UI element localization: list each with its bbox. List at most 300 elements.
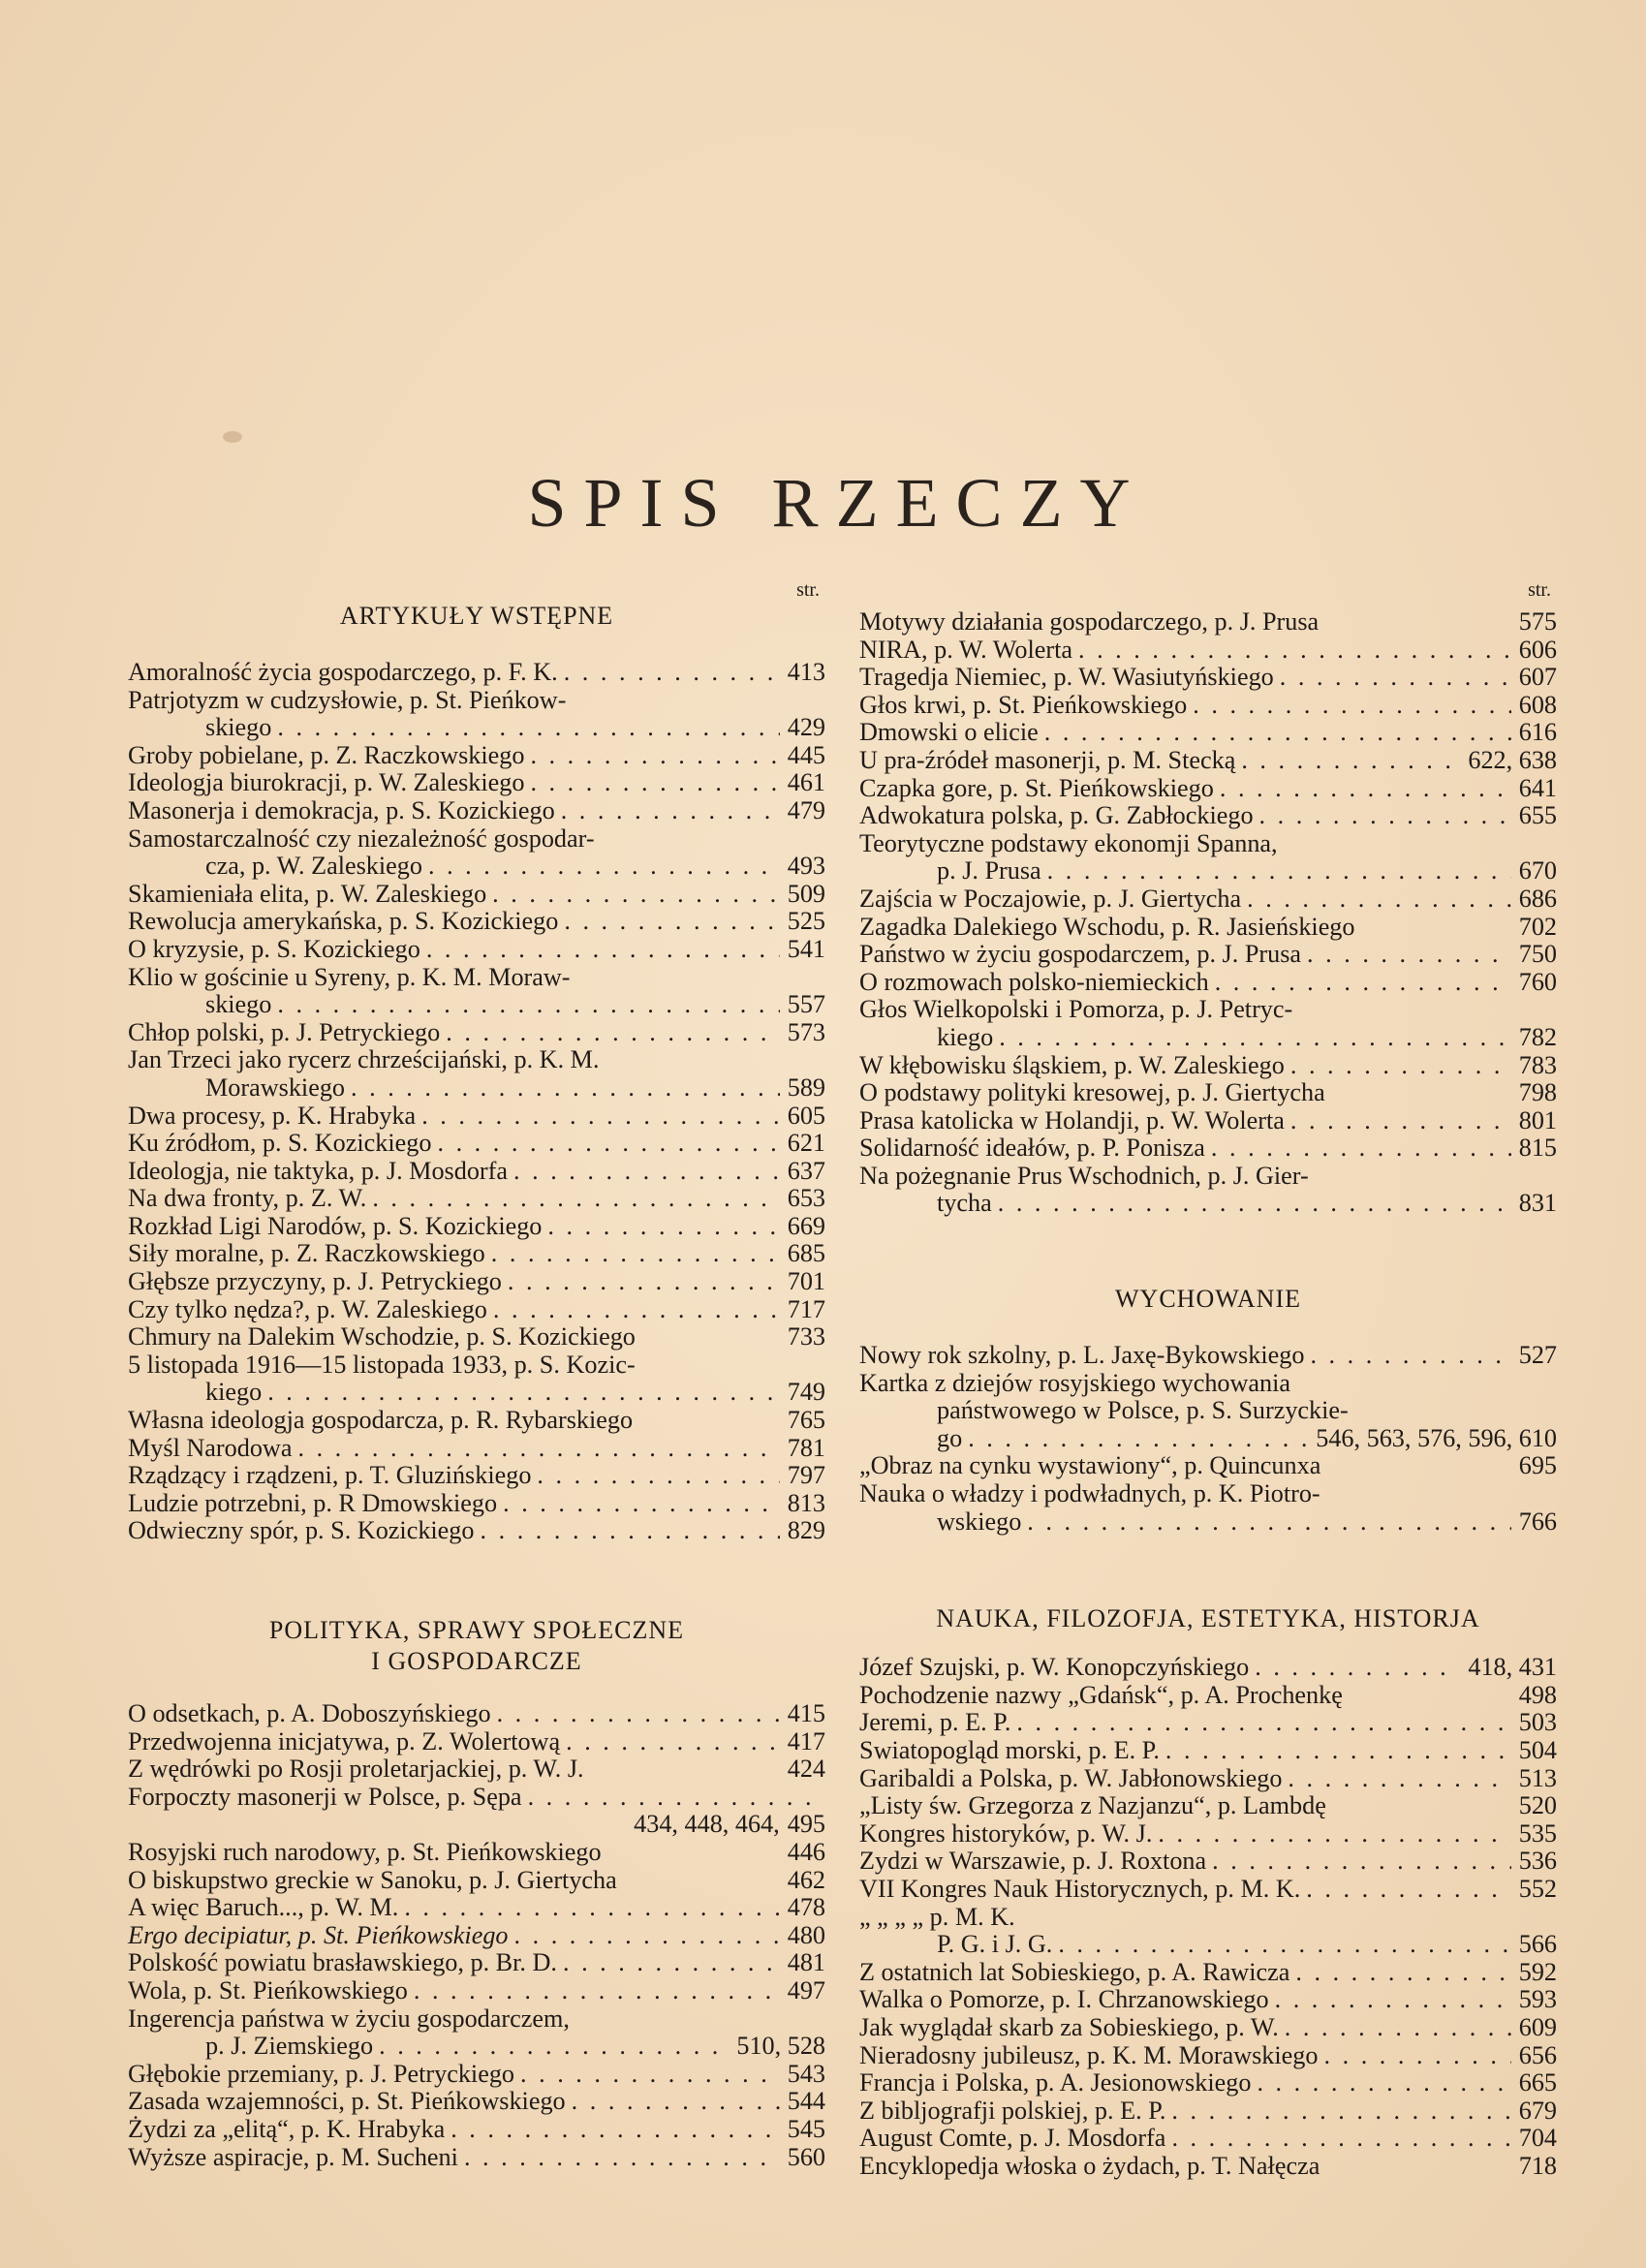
- toc-entry-title: A więc Baruch..., p. W. M.: [128, 1893, 399, 1922]
- toc-entry: [859, 941, 1557, 969]
- toc-entry-title: Garibaldi a Polska, p. W. Jabłonowskiego: [859, 1763, 1283, 1792]
- toc-entry: [859, 1931, 1557, 1959]
- toc-leader-dots: [561, 797, 780, 825]
- toc-leader-dots: [528, 1784, 818, 1812]
- toc-leader-dots: [968, 1425, 1308, 1453]
- toc-entry-pages: 418, 431: [1468, 1653, 1557, 1682]
- section-heading-line: I GOSPODARCZE: [371, 1647, 582, 1675]
- toc-entry-title: Polskość powiatu brasławskiego, p. Br. D.: [128, 1948, 557, 1977]
- toc-entry-title: Masonerja i demokracja, p. S. Kozickiego: [128, 795, 555, 824]
- toc-leader-dots: [277, 714, 779, 742]
- toc-entry-pages: 829: [787, 1516, 825, 1545]
- toc-leader-dots: [1165, 1737, 1511, 1765]
- toc-entry-title: Rewolucja amerykańska, p. S. Kozickiego: [128, 907, 559, 936]
- toc-entry-title: Jeremi, p. E. P.: [859, 1708, 1011, 1737]
- toc-entry: [128, 2116, 825, 2144]
- toc-entry-pages: 481: [787, 1948, 825, 1977]
- toc-leader-dots: [1047, 857, 1511, 885]
- left-column: [128, 579, 825, 2171]
- toc-entry: [128, 1977, 825, 2005]
- toc-entry-title: Ludzie potrzebni, p. R Dmowskiego: [128, 1488, 498, 1517]
- toc-leader-dots: [1306, 1876, 1510, 1904]
- toc-entry-pages: 749: [787, 1378, 825, 1407]
- toc-entry-pages: 536: [1518, 1847, 1557, 1876]
- toc-entry: [859, 1876, 1557, 1904]
- toc-entry-pages: 461: [787, 768, 825, 797]
- toc-leader-dots: [547, 1213, 779, 1241]
- toc-entry: [128, 797, 825, 825]
- toc-entry: [859, 1848, 1557, 1876]
- toc-entry: [128, 1867, 825, 1895]
- toc-leader-dots: [1290, 1052, 1511, 1080]
- toc-leader-dots: [564, 908, 779, 936]
- toc-entry-pages: 733: [787, 1322, 825, 1351]
- toc-entry-title: Zajścia w Poczajowie, p. J. Giertycha: [859, 884, 1242, 913]
- toc-entry-pages: 478: [787, 1893, 825, 1922]
- toc-entry-title: O odsetkach, p. A. Doboszyńskiego: [128, 1699, 491, 1727]
- toc-entry-pages: 479: [787, 795, 825, 824]
- toc-entry: [128, 1074, 825, 1103]
- toc-leader-dots: [1324, 2042, 1511, 2070]
- toc-entry-pages: 592: [1518, 1957, 1557, 1986]
- toc-entry-title: „Listy św. Grzegorza z Nazjanzu“, p. Lambdę: [859, 1791, 1326, 1820]
- toc-entry-title: Zasada wzajemności, p. St. Pieńkowskiego: [128, 2087, 566, 2116]
- toc-entry: [128, 853, 825, 881]
- section-heading-wychowanie: WYCHOWANIE: [1115, 1285, 1301, 1314]
- toc-leader-dots: [566, 1728, 780, 1756]
- toc-entry-pages: 665: [1518, 2068, 1557, 2097]
- toc-entry-title: Głębokie przemiany, p. J. Petryckiego: [128, 2059, 515, 2088]
- toc-entry-pages: 653: [787, 1184, 825, 1213]
- toc-entry: [859, 2125, 1557, 2153]
- toc-entry-title: Chmury na Dalekim Wschodzie, p. S. Kozickiego: [128, 1322, 636, 1351]
- toc-entry-title: Odwieczny spór, p. S. Kozickiego: [128, 1516, 475, 1545]
- toc-entry-pages: 781: [787, 1433, 825, 1462]
- toc-entry-title: Kongres historyków, p. W. J.: [859, 1818, 1153, 1848]
- toc-entry-pages: 801: [1518, 1105, 1557, 1134]
- toc-leader-dots: [351, 1074, 780, 1103]
- toc-leader-dots: [1255, 1654, 1460, 1682]
- toc-entry: [128, 769, 825, 797]
- toc-leader-dots: [1058, 1931, 1510, 1959]
- toc-leader-dots: [492, 881, 780, 909]
- toc-entry-title: Tragedja Niemiec, p. W. Wasiutyńskiego: [859, 663, 1274, 692]
- ink-stain: [223, 431, 242, 443]
- toc-entry-title: „Obraz na cynku wystawiony“, p. Quincunxa: [859, 1451, 1321, 1480]
- toc-list: [128, 1700, 825, 2171]
- toc-leader-dots: [428, 853, 780, 881]
- toc-leader-dots: [1275, 1986, 1511, 2014]
- toc-entry: [859, 1765, 1557, 1793]
- toc-leader-dots: [530, 742, 779, 770]
- toc-entry-pages: 813: [787, 1488, 825, 1517]
- toc-entry-pages: 545: [787, 2114, 825, 2143]
- toc-entry-pages: 783: [1518, 1050, 1557, 1079]
- toc-entry: [859, 1959, 1557, 1987]
- toc-leader-dots: [530, 769, 779, 797]
- toc-leader-dots: [450, 2116, 780, 2144]
- toc-entry: [128, 1839, 825, 1867]
- toc-leader-dots: [999, 1024, 1511, 1052]
- toc-entry-pages: 797: [787, 1461, 825, 1490]
- toc-entry: [128, 1158, 825, 1186]
- toc-entry: [859, 719, 1557, 747]
- toc-entry: [859, 2014, 1557, 2042]
- toc-entry-title: Na dwa fronty, p. Z. W.: [128, 1184, 367, 1213]
- toc-entry-title: August Comte, p. J. Mosdorfa: [859, 2124, 1166, 2153]
- toc-entry-pages: 616: [1518, 718, 1557, 747]
- toc-entry: [128, 1922, 825, 1950]
- toc-entry: [859, 608, 1557, 637]
- toc-entry-title: tycha: [937, 1189, 992, 1218]
- toc-entry-title: Myśl Narodowa: [128, 1433, 293, 1462]
- toc-entry: [859, 969, 1557, 997]
- toc-entry: [859, 1737, 1557, 1765]
- toc-entry-pages: 641: [1518, 773, 1557, 802]
- page-title: SPIS RZECZY: [527, 464, 1148, 542]
- toc-entry-pages: 546, 563, 576, 596, 610: [1316, 1423, 1557, 1452]
- toc-entry-title: Z ostatnich lat Sobieskiego, p. A. Rawicza: [859, 1957, 1290, 1986]
- toc-entry: [128, 1213, 825, 1241]
- toc-entry-title: Chłop polski, p. J. Petryckiego: [128, 1017, 441, 1046]
- toc-entry: [128, 2088, 825, 2116]
- toc-entry-pages: 493: [787, 852, 825, 881]
- toc-entry-pages: 765: [787, 1406, 825, 1435]
- page-column-label: str.: [796, 579, 820, 601]
- toc-entry-title: Siły moralne, p. Z. Raczkowskiego: [128, 1239, 485, 1268]
- toc-entry-title: p. J. Ziemskiego: [205, 2032, 374, 2061]
- toc-entry-title: Solidarność ideałów, p. P. Ponisza: [859, 1134, 1205, 1163]
- toc-entry-title: 434, 448, 464,: [634, 1810, 780, 1839]
- toc-leader-dots: [267, 1379, 780, 1407]
- toc-entry: [859, 857, 1557, 885]
- toc-leader-dots: [1078, 637, 1511, 665]
- toc-entry-title: wskiego: [937, 1507, 1022, 1536]
- toc-entry-title: Ideologja, nie taktyka, p. J. Mosdorfa: [128, 1156, 508, 1185]
- toc-leader-dots: [1259, 802, 1511, 830]
- toc-leader-dots: [1307, 941, 1511, 969]
- toc-leader-dots: [1016, 1709, 1510, 1737]
- toc-leader-dots: [1171, 2125, 1510, 2153]
- toc-leader-dots: [1193, 692, 1510, 720]
- toc-entry: [859, 2069, 1557, 2097]
- toc-entry-pages: 417: [787, 1726, 825, 1755]
- toc-entry-title: O podstawy polityki kresowej, p. J. Giertycha: [859, 1078, 1325, 1107]
- toc-entry-title: O rozmowach polsko-niemieckich: [859, 967, 1209, 996]
- toc-entry-title: p. J. Prusa: [937, 856, 1041, 885]
- toc-entry-pages: 520: [1518, 1791, 1557, 1820]
- toc-entry-pages: 593: [1518, 1985, 1557, 2014]
- toc-entry: [859, 692, 1557, 720]
- toc-entry-pages: 686: [1518, 884, 1557, 913]
- toc-entry: [128, 908, 825, 936]
- toc-entry-title: Encyklopedja włoska o żydach, p. T. Nałęcza: [859, 2151, 1320, 2180]
- toc-entry-pages: 445: [787, 740, 825, 769]
- toc-entry-title: Czapka gore, p. St. Pieńkowskiego: [859, 773, 1214, 802]
- toc-entry: [859, 1425, 1557, 1453]
- toc-entry: [859, 1452, 1557, 1480]
- toc-entry-pages: 497: [787, 1975, 825, 2004]
- toc-entry-title: Wyższe aspiracje, p. M. Sucheni: [128, 2142, 458, 2171]
- toc-entry: [859, 1052, 1557, 1080]
- toc-entry: [128, 1407, 825, 1435]
- toc-entry: [128, 1185, 825, 1213]
- section-heading-artykuly: ARTYKUŁY WSTĘPNE: [339, 602, 614, 630]
- toc-entry-title: Prasa katolicka w Holandji, p. W. Wolerta: [859, 1105, 1285, 1134]
- toc-entry-title: Motywy działania gospodarczego, p. J. Prusa: [859, 607, 1320, 636]
- toc-entry-title: Przedwojenna inicjatywa, p. Z. Wolertową: [128, 1726, 561, 1755]
- toc-entry: [128, 714, 825, 742]
- toc-entry: [128, 1019, 825, 1047]
- toc-entry-title: Rosyjski ruch narodowy, p. St. Pieńkowskiego: [128, 1837, 602, 1866]
- toc-entry: [859, 2097, 1557, 2126]
- toc-entry-line: Klio w gościnie u Syreny, p. K. M. Moraw-: [128, 962, 571, 991]
- toc-entry: [128, 2144, 825, 2172]
- toc-entry: [128, 2033, 825, 2061]
- toc-leader-dots: [503, 1490, 780, 1518]
- toc-entry-title: Skamieniała elita, p. W. Zaleskiego: [128, 879, 487, 908]
- toc-entry-title: Wola, p. St. Pieńkowskiego: [128, 1975, 408, 2004]
- toc-entry-title: Rozkład Ligi Narodów, p. S. Kozickiego: [128, 1211, 543, 1240]
- toc-entry-line: Nauka o władzy i podwładnych, p. K. Piotro-: [859, 1479, 1320, 1508]
- toc-entry-title: Z bibljografji polskiej, p. E. P.: [859, 2096, 1166, 2125]
- toc-entry: [859, 1820, 1557, 1849]
- toc-entry-title: Forpoczty masonerji w Polsce, p. Sępa: [128, 1782, 522, 1811]
- toc-leader-dots: [508, 1268, 780, 1296]
- toc-entry: [128, 991, 825, 1019]
- toc-entry-title: Żydzi za „elitą“, p. K. Hrabyka: [128, 2114, 446, 2143]
- toc-entry-pages: 413: [787, 658, 825, 686]
- toc-entry-pages: 509: [787, 879, 825, 908]
- toc-entry-title: Groby pobielane, p. Z. Raczkowskiego: [128, 740, 525, 769]
- toc-entry-title: skiego: [205, 713, 272, 742]
- toc-leader-dots: [1215, 969, 1511, 997]
- toc-entry: [859, 1134, 1557, 1163]
- toc-entry-pages: 760: [1518, 967, 1557, 996]
- toc-entry-title: Z wędrówki po Rosji proletarjackiej, p. W. J.: [128, 1755, 584, 1784]
- toc-entry-title: Dmowski o elicie: [859, 718, 1039, 747]
- toc-entry: [859, 885, 1557, 914]
- toc-entry-title: Ideologja biurokracji, p. W. Zaleskiego: [128, 768, 525, 797]
- toc-leader-dots: [1295, 1959, 1510, 1987]
- toc-leader-dots: [426, 936, 780, 964]
- toc-entry-line: Jan Trzeci jako rycerz chrześcijański, p. K. M.: [128, 1045, 600, 1074]
- toc-entry-title: Pochodzenie nazwy „Gdańsk“, p. A. Prochenkę: [859, 1680, 1343, 1709]
- toc-entry-title: Morawskiego: [205, 1072, 346, 1102]
- toc-leader-dots: [1310, 1342, 1510, 1370]
- toc-leader-dots: [491, 1240, 780, 1268]
- toc-entry-title: kiego: [205, 1378, 263, 1407]
- toc-entry-pages: 566: [1518, 1930, 1557, 1959]
- toc-entry-line: Teorytyczne podstawy ekonomji Spanna,: [859, 828, 1278, 857]
- toc-entry: [128, 1784, 825, 1812]
- toc-leader-dots: [572, 2088, 780, 2116]
- toc-entry-title: skiego: [205, 990, 272, 1019]
- toc-entry: [859, 1654, 1557, 1682]
- toc-entry-pages: 608: [1518, 690, 1557, 719]
- toc-entry-pages: 575: [1518, 607, 1557, 636]
- toc-entry-title: P. G. i J. G.: [937, 1930, 1053, 1959]
- toc-entry: [128, 1700, 825, 1728]
- toc-entry: [128, 1323, 825, 1351]
- toc-entry: [859, 1682, 1557, 1710]
- toc-entry-pages: 446: [787, 1837, 825, 1866]
- toc-entry-pages: 589: [787, 1072, 825, 1102]
- toc-list: [859, 608, 1557, 1218]
- toc-leader-dots: [277, 991, 779, 1019]
- section-heading-polityka: [128, 1615, 825, 1677]
- toc-entry: [859, 1342, 1557, 1370]
- toc-entry-title: Głębsze przyczyny, p. J. Petryckiego: [128, 1267, 502, 1296]
- toc-entry-pages: 655: [1518, 801, 1557, 830]
- toc-entry-pages: 637: [787, 1156, 825, 1185]
- page-column-label: str.: [1528, 579, 1551, 601]
- toc-entry-line: państwowego w Polsce, p. S. Surzyckie-: [937, 1396, 1349, 1425]
- toc-entry-pages: 622, 638: [1468, 745, 1557, 774]
- toc-leader-dots: [1171, 2097, 1510, 2126]
- toc-list: [859, 1342, 1557, 1536]
- toc-entry-line: Samostarczalność czy niezależność gospodar-: [128, 823, 595, 853]
- toc-entry: [859, 1508, 1557, 1537]
- toc-entry-pages: 525: [787, 907, 825, 936]
- toc-entry-pages: 552: [1518, 1874, 1557, 1903]
- toc-entry-title: Dwa procesy, p. K. Hrabyka: [128, 1101, 417, 1130]
- toc-entry-pages: 831: [1518, 1189, 1557, 1218]
- toc-leader-dots: [497, 1700, 780, 1728]
- toc-entry: [128, 742, 825, 770]
- toc-leader-dots: [1247, 885, 1511, 914]
- toc-leader-dots: [297, 1435, 779, 1463]
- toc-entry-pages: 504: [1518, 1736, 1557, 1764]
- toc-leader-dots: [481, 1517, 780, 1545]
- toc-leader-dots: [379, 2033, 729, 2061]
- section-heading-nauka: NAUKA, FILOZOFJA, ESTETYKA, HISTORJA: [936, 1604, 1480, 1633]
- toc-entry-pages: 606: [1518, 635, 1557, 664]
- toc-leader-dots: [520, 2061, 780, 2089]
- toc-leader-dots: [464, 2144, 780, 2172]
- toc-entry-pages: 544: [787, 2087, 825, 2116]
- toc-list: [128, 659, 825, 1545]
- toc-leader-dots: [414, 1977, 780, 2005]
- toc-entry-pages: 605: [787, 1101, 825, 1130]
- toc-entry: [859, 747, 1557, 775]
- toc-leader-dots: [493, 1296, 780, 1324]
- toc-leader-dots: [437, 1130, 779, 1158]
- toc-leader-dots: [1044, 719, 1511, 747]
- toc-entry-title: Głos krwi, p. St. Pieńkowskiego: [859, 690, 1188, 719]
- toc-entry-pages: 498: [1518, 1680, 1557, 1709]
- toc-entry-pages: 766: [1518, 1507, 1557, 1536]
- toc-leader-dots: [1027, 1508, 1510, 1537]
- toc-entry-pages: 429: [787, 713, 825, 742]
- toc-entry: [859, 1024, 1557, 1052]
- toc-entry-title: Amoralność życia gospodarczego, p. F. K.: [128, 658, 558, 686]
- toc-entry: [859, 637, 1557, 665]
- toc-entry-pages: 543: [787, 2059, 825, 2088]
- toc-entry-pages: 557: [787, 990, 825, 1019]
- toc-entry-pages: 701: [787, 1267, 825, 1296]
- toc-leader-dots: [1285, 2014, 1511, 2042]
- toc-entry: [859, 1107, 1557, 1135]
- toc-entry-pages: 462: [787, 1865, 825, 1894]
- toc-entry-pages: 685: [787, 1239, 825, 1268]
- toc-entry: [859, 2153, 1557, 2181]
- toc-entry: [128, 1517, 825, 1545]
- toc-entry: [128, 1103, 825, 1131]
- toc-entry-pages: 513: [1518, 1763, 1557, 1792]
- toc-entry-title: Zagadka Dalekiego Wschodu, p. R. Jasieńskiego: [859, 912, 1355, 941]
- toc-entry-title: Józef Szujski, p. W. Konopczyńskiego: [859, 1653, 1250, 1682]
- toc-entry-pages: 782: [1518, 1022, 1557, 1051]
- toc-entry: [128, 1728, 825, 1756]
- toc-list: [859, 1654, 1557, 2180]
- toc-entry-pages: 679: [1518, 2096, 1557, 2125]
- toc-entry-pages: 527: [1518, 1341, 1557, 1370]
- toc-entry: [859, 1190, 1557, 1218]
- toc-entry-pages: 695: [1518, 1451, 1557, 1480]
- toc-entry: [128, 1949, 825, 1977]
- toc-entry-pages: 535: [1518, 1818, 1557, 1848]
- toc-entry-pages: 510, 528: [736, 2032, 825, 2061]
- toc-entry-title: go: [937, 1423, 963, 1452]
- toc-entry-title: Adwokatura polska, p. G. Zabłockiego: [859, 801, 1254, 830]
- toc-entry: [128, 1894, 825, 1922]
- toc-leader-dots: [564, 659, 780, 687]
- toc-entry-pages: 607: [1518, 663, 1557, 692]
- toc-entry: [859, 664, 1557, 692]
- toc-entry: [128, 1755, 825, 1784]
- toc-entry-title: kiego: [937, 1022, 994, 1051]
- toc-entry-pages: 669: [787, 1211, 825, 1240]
- toc-entry-pages: 750: [1518, 940, 1557, 969]
- toc-leader-dots: [1212, 1848, 1511, 1876]
- toc-leader-dots: [1290, 1107, 1511, 1135]
- toc-entry: [128, 659, 825, 687]
- toc-entry-line: Patrjotyzm w cudzysłowie, p. St. Pieńkow-: [128, 685, 567, 714]
- toc-leader-dots: [563, 1949, 780, 1977]
- section-heading-line: POLITYKA, SPRAWY SPOŁECZNE: [268, 1616, 685, 1644]
- toc-entry: [128, 1490, 825, 1518]
- toc-entry-title: Ku źródłom, p. S. Kozickiego: [128, 1129, 432, 1158]
- toc-entry-pages: 480: [787, 1920, 825, 1949]
- toc-entry: [128, 1268, 825, 1296]
- toc-entry: [859, 1986, 1557, 2014]
- toc-entry-line: 5 listopada 1916—15 listopada 1933, p. S. Kozic-: [128, 1350, 636, 1379]
- toc-entry-title: O biskupstwo greckie w Sanoku, p. J. Giertycha: [128, 1865, 617, 1894]
- toc-entry-pages: 621: [787, 1129, 825, 1158]
- toc-entry-title: NIRA, p. W. Wolerta: [859, 635, 1072, 664]
- toc-entry-pages: 704: [1518, 2124, 1557, 2153]
- toc-entry-title: Swiatopogląd morski, p. E. P.: [859, 1736, 1160, 1764]
- toc-entry-title: VII Kongres Nauk Historycznych, p. M. K.: [859, 1874, 1301, 1903]
- toc-entry-pages: 560: [787, 2142, 825, 2171]
- toc-entry-line: Kartka z dziejów rosyjskiego wychowania: [859, 1368, 1291, 1397]
- toc-leader-dots: [1288, 1765, 1510, 1793]
- toc-leader-dots: [1158, 1820, 1510, 1849]
- toc-entry-title: cza, p. W. Zaleskiego: [205, 852, 422, 881]
- toc-entry-pages: 424: [787, 1755, 825, 1784]
- toc-entry-pages: 495: [787, 1810, 825, 1839]
- toc-entry: [128, 1130, 825, 1158]
- toc-leader-dots: [1220, 775, 1511, 803]
- right-column: [859, 579, 1557, 2181]
- toc-entry-pages: 702: [1518, 912, 1557, 941]
- toc-entry-pages: 718: [1518, 2151, 1557, 2180]
- toc-entry: [859, 2042, 1557, 2070]
- toc-entry-line: Głos Wielkopolski i Pomorza, p. J. Petryc-: [859, 995, 1293, 1024]
- toc-leader-dots: [421, 1103, 780, 1131]
- toc-entry-title: Nieradosny jubileusz, p. K. M. Morawskiego: [859, 2040, 1319, 2069]
